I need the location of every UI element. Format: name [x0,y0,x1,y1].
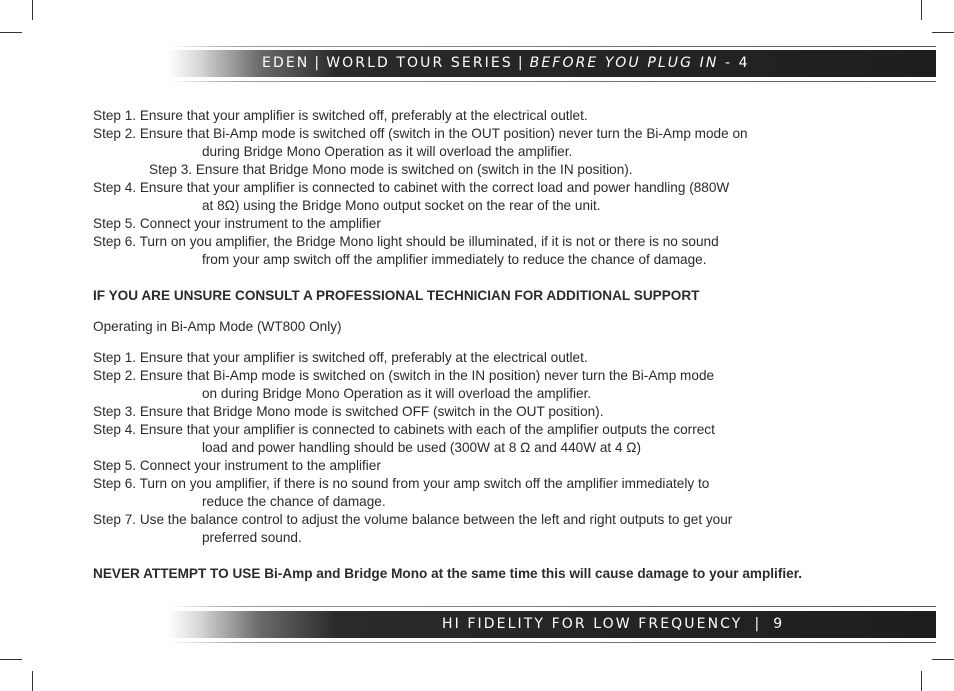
biamp-step-4-cont: load and power handling should be used (300W at 8 Ω and 440W at 4 Ω) [202,440,641,455]
never-warning: NEVER ATTEMPT TO USE Bi-Amp and Bridge Mono at the same time this will cause damage to your amplifier. [93,566,803,581]
consult-warning: IF YOU ARE UNSURE CONSULT A PROFESSIONAL TECHNICIAN FOR ADDITIONAL SUPPORT [93,288,700,303]
biamp-heading: Operating in Bi-Amp Mode (WT800 Only) [93,319,342,334]
biamp-step-4: Step 4. Ensure that your amplifier is connected to cabinets with each of the amplifier outputs the correct [93,422,715,437]
biamp-step-7: Step 7. Use the balance control to adjust the volume balance between the left and right outputs to get your [93,512,733,527]
footer-tagline: HI FIDELITY FOR LOW FREQUENCY [442,616,743,632]
crop-mark [32,671,33,691]
crop-mark [0,32,22,33]
header-separator: | [314,55,322,71]
header-separator: | [517,55,525,71]
crop-mark [0,659,22,660]
biamp-step-2-cont: on during Bridge Mono Operation as it will overload the amplifier. [202,386,592,401]
crop-mark [921,0,922,20]
header-brand: EDEN [262,55,310,71]
footer-band [168,611,936,638]
page-number: 9 [773,616,785,632]
biamp-step-2: Step 2. Ensure that Bi-Amp mode is switched on (switch in the IN position) never turn the Bi-Amp mode [93,368,715,383]
biamp-step-6-cont: reduce the chance of damage. [202,494,386,509]
bridge-step-6: Step 6. Turn on you amplifier, the Bridge Mono light should be illuminated, if it is not or there is no sound [93,234,719,249]
biamp-step-3: Step 3. Ensure that Bridge Mono mode is switched OFF (switch in the OUT position). [93,404,604,419]
footer-rule [168,642,936,643]
bridge-step-2: Step 2. Ensure that Bi-Amp mode is switched off (switch in the OUT position) never turn the Bi-Amp mode on [93,126,748,141]
bridge-step-6-cont: from your amp switch off the amplifier immediately to reduce the chance of damage. [202,252,707,267]
bridge-step-2-cont: during Bridge Mono Operation as it will overload the amplifier. [202,144,573,159]
header-rule [168,46,936,47]
crop-mark [921,671,922,691]
biamp-step-5: Step 5. Connect your instrument to the amplifier [93,458,381,473]
header-rule [168,81,936,82]
header-series: WORLD TOUR SERIES [326,55,513,71]
crop-mark [32,0,33,20]
biamp-step-6: Step 6. Turn on you amplifier, if there is no sound from your amp switch off the amplifier immediately to [93,476,710,491]
bridge-step-4-cont: at 8Ω) using the Bridge Mono output socket on the rear of the unit. [202,198,601,213]
header-page-ref: - 4 [724,55,750,71]
crop-mark [932,659,954,660]
biamp-step-1: Step 1. Ensure that your amplifier is switched off, preferably at the electrical outlet. [93,350,588,365]
header-title [262,50,750,77]
footer-rule [168,606,936,607]
bridge-step-1: Step 1. Ensure that your amplifier is switched off, preferably at the electrical outlet. [93,108,588,123]
footer-title [442,611,784,638]
crop-mark [932,32,954,33]
header-section: BEFORE YOU PLUG IN [529,55,719,71]
biamp-step-7-cont: preferred sound. [202,530,302,545]
header-band [168,50,936,77]
footer-separator: | [754,616,762,632]
bridge-step-3: Step 3. Ensure that Bridge Mono mode is switched on (switch in the IN position). [149,162,633,177]
bridge-step-5: Step 5. Connect your instrument to the amplifier [93,216,381,231]
bridge-step-4: Step 4. Ensure that your amplifier is connected to cabinet with the correct load and power handling (880W [93,180,730,195]
